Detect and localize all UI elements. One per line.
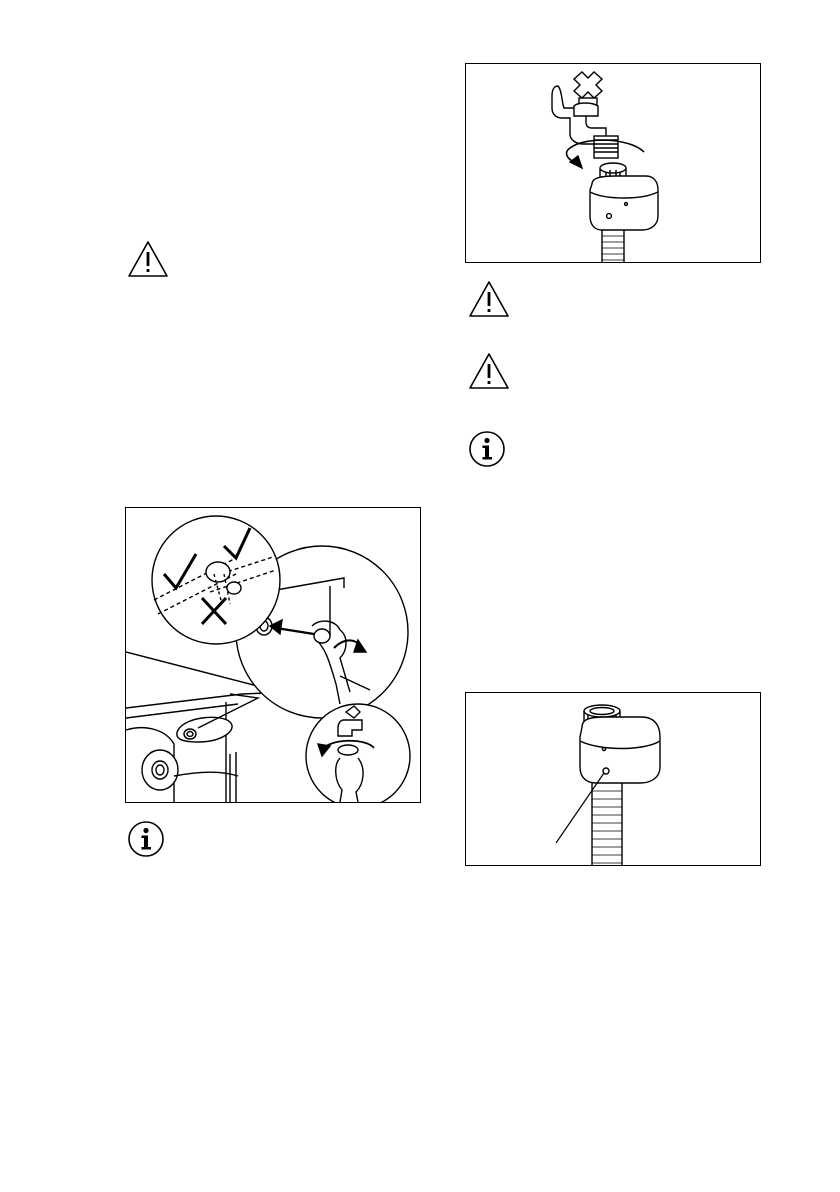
safety-valve-figure <box>465 692 761 866</box>
page-footer <box>0 1183 120 1192</box>
info-icon <box>127 820 165 858</box>
warning-icon <box>127 240 169 278</box>
inlet-hose-figure <box>125 507 421 803</box>
tap-connection-figure <box>465 63 761 263</box>
info-icon <box>468 430 506 468</box>
warning-icon <box>468 280 510 318</box>
warning-icon <box>468 352 510 390</box>
